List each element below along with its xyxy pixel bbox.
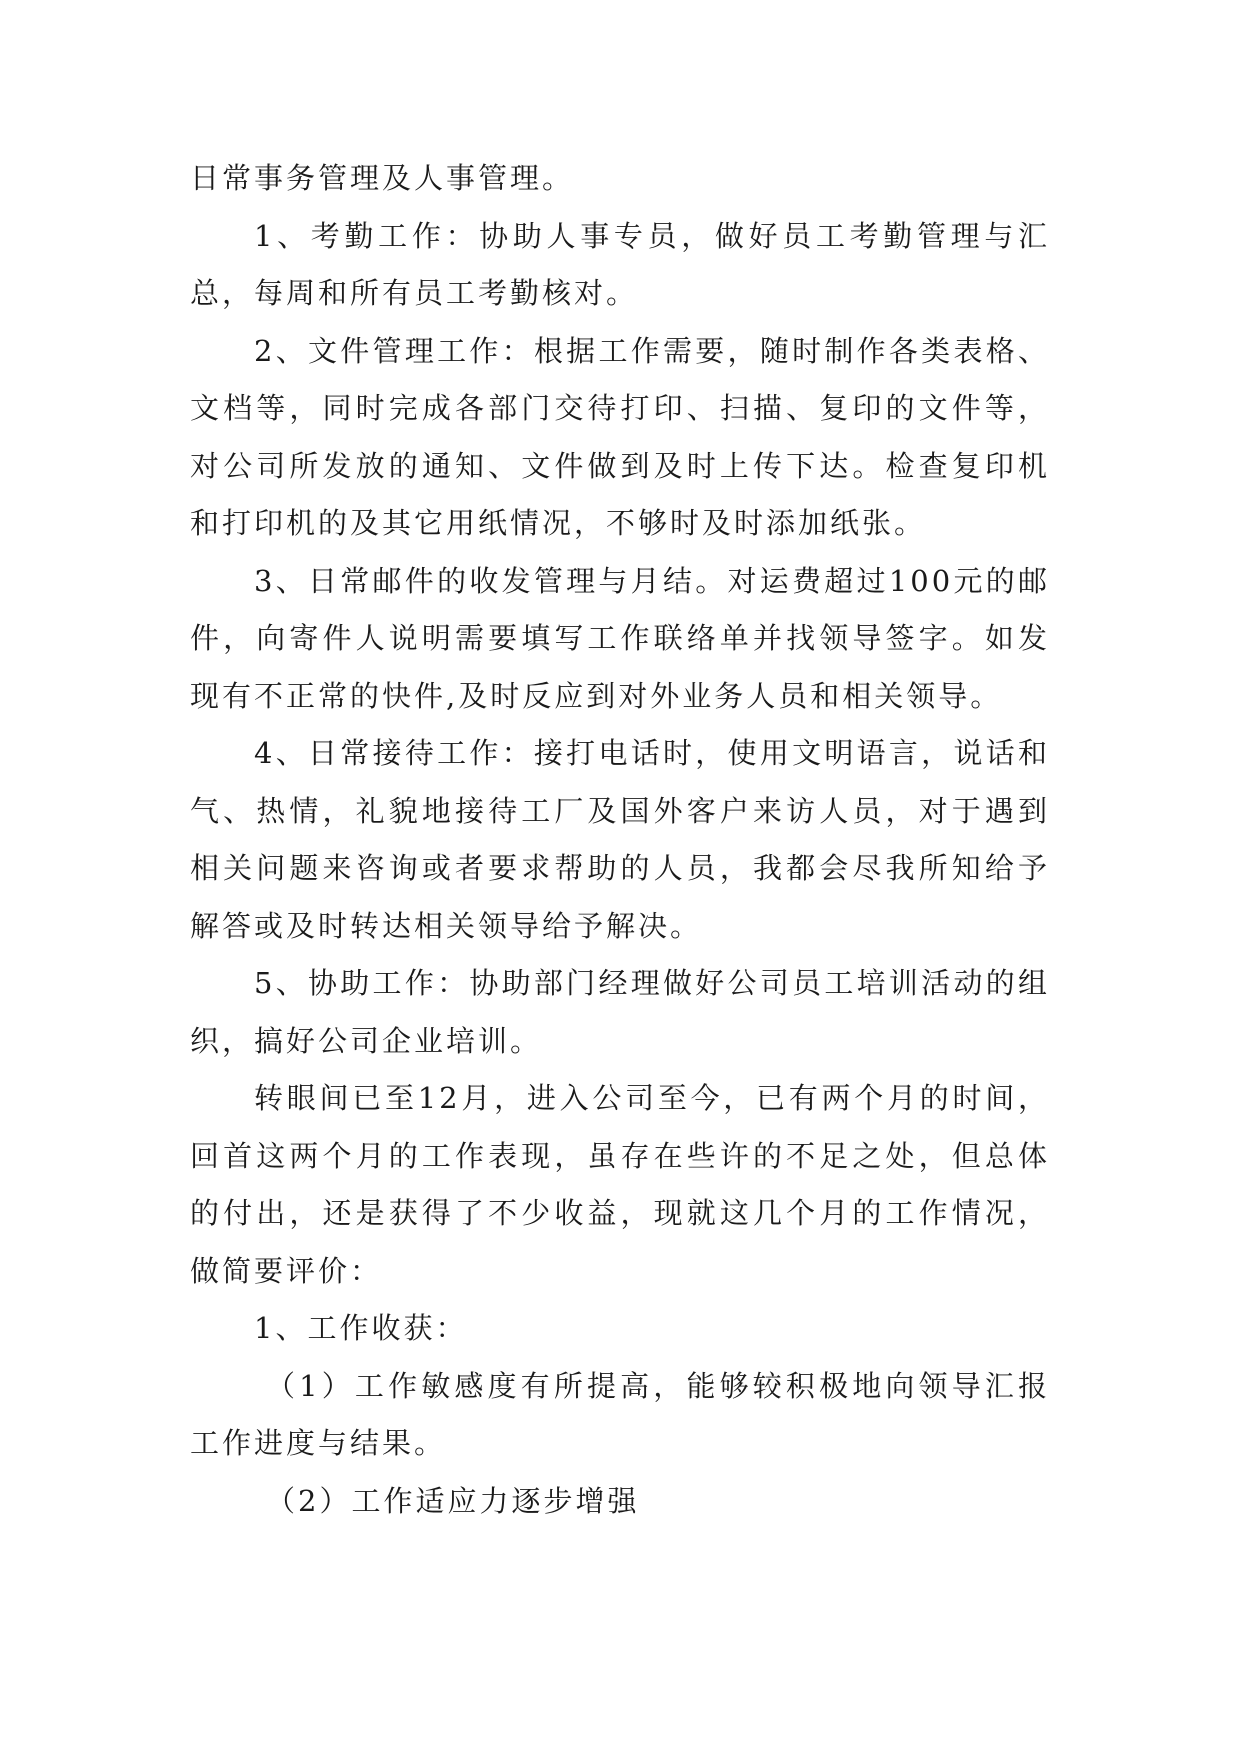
paragraph-reception: 4、日常接待工作：接打电话时，使用文明语言，说话和气、热情，礼貌地接待工厂及国外客户来访人员，对于遇到相关问题来咨询或者要求帮助的人员，我都会尽我所知给予解答或及时转达相关领导给予解决。 — [190, 736, 1050, 943]
paragraph-intro: 日常事务管理及人事管理。 — [190, 161, 575, 195]
paragraph-attendance: 1、考勤工作：协助人事专员，做好员工考勤管理与汇总，每周和所有员工考勤核对。 — [190, 218, 1050, 310]
paragraph-mail: 3、日常邮件的收发管理与月结。对运费超过100元的邮件，向寄件人说明需要填写工作联络单并找领导签字。如发现有不正常的快件,及时反应到对外业务人员和相关领导。 — [190, 563, 1050, 713]
paragraph-file-management: 2、文件管理工作：根据工作需要，随时制作各类表格、文档等，同时完成各部门交待打印、扫描、复印的文件等，对公司所发放的通知、文件做到及时上传下达。检查复印机和打印机的及其它用纸情况，不够时及时添加纸张。 — [190, 333, 1050, 540]
paragraph-gain-1: （1）工作敏感度有所提高，能够较积极地向领导汇报工作进度与结果。 — [190, 1368, 1050, 1460]
paragraph-review: 转眼间已至12月，进入公司至今，已有两个月的时间，回首这两个月的工作表现，虽存在些许的不足之处，但总体的付出，还是获得了不少收益，现就这几个月的工作情况，做简要评价： — [190, 1081, 1050, 1288]
paragraph-assistance: 5、协助工作：协助部门经理做好公司员工培训活动的组织，搞好公司企业培训。 — [190, 966, 1050, 1058]
document-body — [190, 150, 1050, 1530]
paragraph-gains-heading: 1、工作收获： — [254, 1311, 468, 1345]
paragraph-gain-2: （2）工作适应力逐步增强 — [266, 1483, 640, 1518]
